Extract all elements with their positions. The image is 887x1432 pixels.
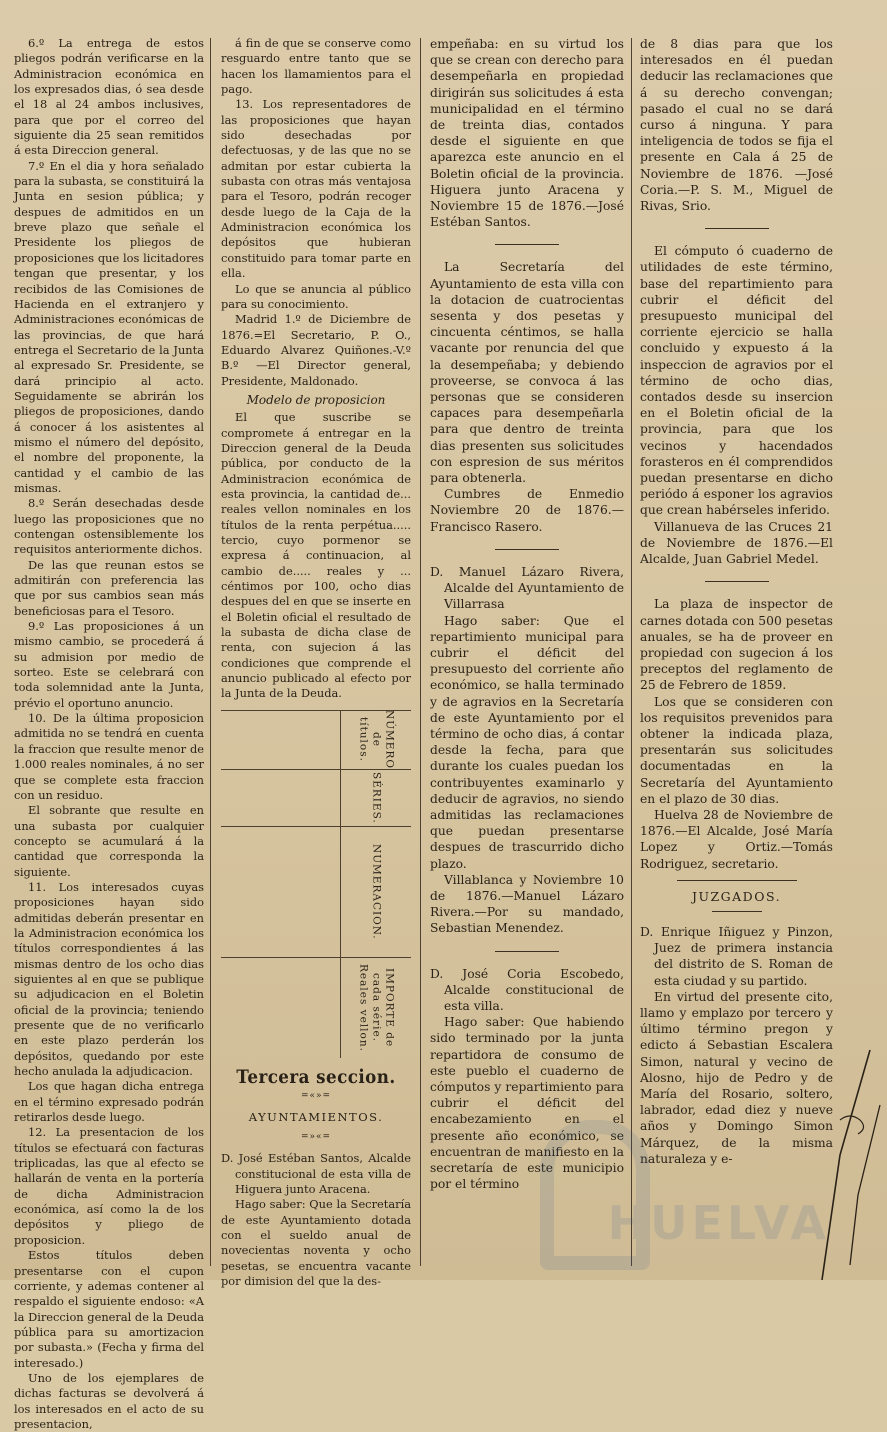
paragraph: 8.º Serán desechadas desde luego las proposiciones que no contengan ostensiblemente los requisitos anteriormente dichos. [14,496,204,557]
paragraph: Hago saber: Que habiendo sido terminado por la junta repartidora de consumo de este pueblo el cuaderno de cómputos y repartimiento para cubrir el déficit del encabezamiento en el presente año económico, se encuentran de manifiesto en la secretaría de este municipio por el término [430,1015,624,1192]
column-divider [631,38,632,1266]
paragraph: 12. La presentacion de los títulos se efectuará con facturas triplicadas, las que al efecto se hallarán de venta en la portería de dicha Administracion económica, así como la de los depósitos y pliego de proposicion. [14,1125,204,1247]
paragraph: El cómputo ó cuaderno de utilidades de este término, base del repartimiento para cubrir el déficit del presupuesto municipal del corriente ejercicio se halla concluido y expuesto á la inspeccion de agravios por el término de ocho dias, contados desde su insercion en el Boletin oficial de la provincia, para que los vecinos y hacendados forasteros en él comprendidos puedan presentarse en dicho periódo á esponer los agravios que crean habérseles inferido. [640,244,833,518]
notice-heading: D. José Estéban Santos, Alcalde constitucional de esta villa de Higuera junto Aracena. [221,1151,411,1196]
table-header: NÚMERO de títulos. [357,710,396,770]
paragraph: Uno de los ejemplares de dichas facturas se devolverá á los interesados en el acto de su presentacion, [14,1370,204,1431]
paragraph: Lo que se anuncia al público para su conocimiento. [221,281,411,311]
separator [495,244,559,245]
separator [705,581,769,582]
table-row [221,827,411,958]
paragraph: á fin de que se conserve como resguardo entre tanto que se hacen los llamamientos para el pago. [221,36,411,97]
separator [712,911,762,912]
paragraph: Los que hagan dicha entrega en el término expresado podrán retirarlos desde luego. [14,1079,204,1125]
modelo-title: Modelo de proposicion [246,392,386,407]
table-row [221,958,411,1058]
column-divider [210,38,211,1266]
column-3 [430,36,624,1270]
paragraph: 7.º En el dia y hora señalado para la subasta, se constituirá la Junta en sesion pública; y despues de admitidos en un breve plazo que señale el Presidente los pliegos de proposiciones que los licitadores tengan que presentar, y los recibidos de las Comisiones de Hacienda en el extranjero y Administraciones económicas de las provincias, de que hará entrega el Secretario de la Junta al expresado Sr. Presidente, se dará principio al acto. Seguidamente se abrirán los pliegos de proposiciones, dando á conocer á los asistentes al mismo el número del depósito, el nombre del proponente, la cantidad y el cambio de las mismas. [14,158,204,495]
paragraph: 9.º Las proposiciones á un mismo cambio, se procederá á su admision por medio de sorteo. Este se celebrará con toda solemnidad ante la Junta, prévio el oportuno anuncio. [14,619,204,710]
paragraph: Cumbres de Enmedio Noviembre 20 de 1876.—Francisco Rasero. [430,487,624,534]
table-header: IMPORTE de cada série. Reales vellon. [357,963,396,1052]
separator [495,549,559,550]
paragraph: Huelva 28 de Noviembre de 1876.—El Alcalde, José María Lopez y Ortiz.—Tomás Rodriguez, secretario. [640,807,833,871]
paragraph: 11. Los interesados cuyas proposiciones hayan sido admitidas deberán presentar en la Administracion económica los títulos correspondientes á las mismas dentro de los ocho dias siguientes al en que se publique su adjudicacion en el Boletin oficial de la provincia; teniendo presente que de no verificarlo en este plazo perderán los depósitos, quedando por este hecho anulada la adjudicacion. [14,879,204,1079]
paragraph: Los que se consideren con los requisitos prevenidos para obtener la indicada plaza, presentarán sus solicitudes documentadas en la Secretaría del Ayuntamiento en el plazo de 30 dias. [640,694,833,806]
column-1 [14,36,204,1431]
paragraph: En virtud del presente cito, llamo y emplazo por tercero y último término pregon y edicto á Sebastian Escalera Simon, natural y vecino de Alosno, hijo de Pedro y de María del Rosario, soltero, labrador, edad diez y nueve años y Domingo Simon Márquez, de la misma naturaleza y e- [640,989,833,1166]
paragraph: 10. De la última proposicion admitida no se tendrá en cuenta la fraccion que resulte menor de 1.000 reales nominales, á no ser que se complete esta fraccion con un residuo. [14,711,204,802]
paragraph: Villablanca y Noviembre 10 de 1876.—Manuel Lázaro Rivera.—Por su mandado, Sebastian Menendez. [430,872,624,936]
paragraph: de 8 dias para que los interesados en él puedan deducir las reclamaciones que á su derecho convengan; pasado el cual no se dará curso á ninguna. Y para inteligencia de todos se fija el presente en Cala á 25 de Noviembre de 1876. —José Coria.—P. S. M., Miguel de Rivas, Srio. [640,37,833,214]
notice-heading: D. Enrique Iñiguez y Pinzon, Juez de primera instancia del distrito de S. Roman de esta ciudad y su partido. [640,924,833,988]
separator [705,228,769,229]
section-subtitle: JUZGADOS. [691,888,782,904]
table-header: NUMERACION. [370,843,383,940]
ornament: =«»= [300,1091,332,1102]
notice-heading: D. Manuel Lázaro Rivera, Alcalde del Ayuntamiento de Villarrasa [430,564,624,612]
paragraph: 6.º La entrega de estos pliegos podrán verificarse en la Administracion económica en los expresados dias, ó sea desde el 18 al 24 ambos inclusives, para que por el correo del siguiente dia 25 sean remitidos á esta Direccion general. [14,36,204,158]
table-header: SÉRIES. [370,771,383,824]
paragraph: Estos títulos deben presentarse con el cupon corriente, y ademas contener al respaldo el siguiente endoso: «A la Direccion general de la Deuda pública para su amortizacion por subasta.» (Fecha y firma del interesado.) [14,1248,204,1370]
paragraph: Madrid 1.º de Diciembre de 1876.=El Secretario, P. O., Eduardo Alvarez Quiñones.-V.º B.º —El Director general, Presidente, Maldonado. [221,312,411,388]
separator [677,880,797,881]
table-row [221,711,411,770]
column-2 [221,36,411,1288]
section-subtitle: AYUNTAMIENTOS. [248,1110,384,1125]
table-row [221,770,411,827]
paragraph: 13. Los representadores de las proposiciones que hayan sido desechadas por defectuosas, y de las que no se admitan por estar cubierta la subasta con otras más ventajosa para el Tesoro, podrán recoger desde luego de la Caja de la Administracion económica los depósitos que hubieran constituido para tomar parte en ella. [221,97,411,281]
paragraph: Villanueva de las Cruces 21 de Noviembre de 1876.—El Alcalde, Juan Gabriel Medel. [640,519,833,567]
separator [495,951,559,952]
paragraph: De las que reunan estos se admitirán con preferencia las que por sus cambios sean más beneficiosas para el Tesoro. [14,557,204,618]
notice-heading: D. José Coria Escobedo, Alcalde constitucional de esta villa. [430,966,624,1013]
section-title: Tercera seccion. [236,1065,396,1088]
paragraph: Hago saber: Que la Secretaría de este Ayuntamiento dotada con el sueldo anual de novecientas noventa y ocho pesetas, se encuentra vacante por dimision del que la des- [221,1197,411,1288]
watermark-text: HUELVA [607,1196,830,1250]
column-divider [420,38,421,1266]
column-4 [640,36,833,1270]
paragraph: La Secretaría del Ayuntamiento de esta villa con la dotacion de cuatrocientas sesenta y dos pesetas y cincuenta céntimos, se halla vacante por renuncia del que la desempeñaba; y debiendo proveerse, se convoca á las personas que se consideren capaces para desempeñarla para que dentro de treinta dias presenten sus solicitudes con espresion de sus méritos para obtenerla. [430,260,624,486]
paragraph: Hago saber: Que el repartimiento municipal para cubrir el déficit del presupuesto del corriente año económico, se halla terminado y de agravios en la Secretaría de este Ayuntamiento por el término de ocho dias, á contar desde la fecha, para que durante los cuales puedan los contribuyentes examinarlo y deducir de agravios, no siendo admitidas las reclamaciones que puedan presentarse despues de trascurrido dicho plazo. [430,613,624,871]
ornament: =»«= [300,1131,332,1142]
paragraph: El que suscribe se compromete á entregar en la Direccion general de la Deuda pública, por conducto de la Administracion económica de esta provincia, la cantidad de... reales vellon nominales en los títulos de la renta perpétua..... tercio, cuyo pormenor se expresa á continuacion, al cambio de..... reales y ... céntimos por 100, ocho dias despues del en que se inserte en el Boletin oficial el resultado de la subasta de dicha clase de renta, con sujecion á las condiciones que comprende el anuncio publicado al efecto por la Junta de la Deuda. [221,410,411,701]
paragraph: El sobrante que resulte en una subasta por cualquier concepto se acumulará á la cantidad que corresponda la siguiente. [14,803,204,879]
paragraph: La plaza de inspector de carnes dotada con 500 pesetas anuales, se ha de proveer en propiedad con sugecion á los preceptos del reglamento de 25 de Febrero de 1859. [640,597,833,693]
proposal-table [221,710,411,1058]
paragraph: empeñaba: en su virtud los que se crean con derecho para desempeñarla en propiedad dirigirán sus solicitudes á esta municipalidad en el término de treinta dias, contados desde el siguiente en que aparezca este anuncio en el Boletin oficial de la provincia. Higuera junto Aracena y Noviembre 15 de 1876.—José Estéban Santos. [430,37,624,230]
